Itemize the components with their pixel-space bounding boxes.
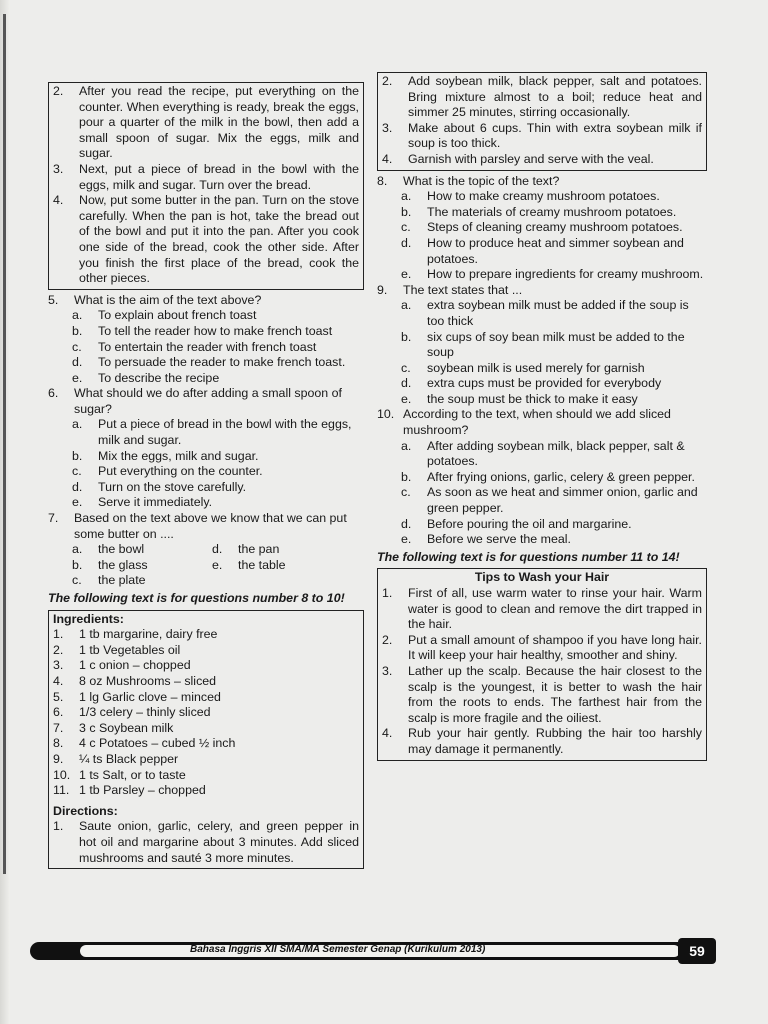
answer-option: e. How to prepare ingredients for creamy mushroom.	[401, 267, 704, 282]
section-note: The following text is for questions number 11 to 14!	[377, 549, 680, 564]
directions-heading: Directions:	[53, 803, 118, 818]
recipe-steps-box	[377, 72, 707, 171]
answer-option: e. the soup must be thick to make it easy	[401, 391, 638, 406]
direction-item: 1. Saute onion, garlic, celery, and green pepper in hot oil and margarine about 3 minutes. Add sliced mushrooms and sauté 3 more minutes.	[53, 819, 359, 865]
ingredient-item: 6. 1/3 celery – thinly sliced	[53, 705, 211, 720]
answer-option: e. Before we serve the meal.	[401, 532, 571, 547]
question-7: 7. Based on the text above we know that we can put some butter on ....	[48, 511, 347, 541]
answer-option: b. To tell the reader how to make french toast	[72, 323, 333, 338]
ingredient-item: 2. 1 tb Vegetables oil	[53, 642, 181, 657]
answer-option: d. the pan	[212, 542, 280, 557]
answer-option: a. the bowl	[72, 542, 145, 557]
answer-option: a. After adding soybean milk, black pepper, salt & potatoes.	[401, 438, 685, 469]
section-note: The following text is for questions number 8 to 10!	[48, 591, 345, 605]
ingredients-heading: Ingredients:	[53, 611, 124, 626]
ingredient-item: 4. 8 oz Mushrooms – sliced	[53, 673, 217, 688]
ingredient-item: 11. 1 tb Parsley – chopped	[53, 783, 206, 798]
step-item: 3. Make about 6 cups. Thin with extra soybean milk if soup is too thick.	[382, 120, 702, 151]
question-10: 10. According to the text, when should we add sliced mushroom?	[377, 407, 671, 438]
answer-option: d. Turn on the stove carefully.	[72, 479, 247, 494]
step-item: 3. Next, put a piece of bread in the bowl with the eggs, milk and sugar. Turn over the bread.	[53, 161, 359, 192]
answer-option: c. To entertain the reader with french toast	[72, 339, 317, 354]
answer-option: c. the plate	[72, 573, 146, 588]
left-column	[48, 82, 364, 869]
step-item: 2. Add soybean milk, black pepper, salt and potatoes. Bring mixture almost to a boil; reduce heat and simmer 25 minutes, stirring occasionally.	[382, 74, 702, 120]
tip-item: 1. First of all, use warm water to rinse your hair. Warm water is good to clean and remove the dirt trapped in the hair.	[382, 586, 702, 632]
answer-option: b. the glass	[72, 557, 148, 572]
answer-option: d. Before pouring the oil and margarine.	[401, 516, 632, 531]
answer-option: a. How to make creamy mushroom potatoes.	[401, 189, 660, 204]
answer-option: b. After frying onions, garlic, celery & green pepper.	[401, 469, 695, 484]
answer-option: d. extra cups must be provided for everybody	[401, 376, 662, 391]
answer-option: c. As soon as we heat and simmer onion, garlic and green pepper.	[401, 485, 698, 516]
answer-option: c. Put everything on the counter.	[72, 464, 263, 479]
answer-option: c. soybean milk is used merely for garnish	[401, 360, 645, 375]
ingredient-item: 3. 1 c onion – chopped	[53, 658, 191, 673]
answer-option: e. To describe the recipe	[72, 370, 220, 385]
ingredient-item: 1. 1 tb margarine, dairy free	[53, 627, 218, 642]
answer-row	[48, 558, 364, 574]
french-toast-steps-box	[48, 82, 364, 290]
answer-option: b. six cups of soy bean milk must be added to the soup	[401, 329, 685, 360]
page-footer	[30, 936, 716, 966]
answer-option: c. Steps of cleaning creamy mushroom potatoes.	[401, 220, 683, 235]
question-8: 8. What is the topic of the text?	[377, 173, 560, 188]
answer-row	[48, 542, 364, 558]
ingredient-item: 5. 1 lg Garlic clove – minced	[53, 689, 221, 704]
answer-option: d. To persuade the reader to make french toast.	[72, 355, 346, 370]
answer-option: b. The materials of creamy mushroom potatoes.	[401, 204, 677, 219]
answer-option: b. Mix the eggs, milk and sugar.	[72, 448, 259, 463]
question-6: 6. What should we do after adding a small spoon of sugar?	[48, 386, 342, 416]
ingredient-item: 10. 1 ts Salt, or to taste	[53, 767, 186, 782]
binding-line	[3, 14, 6, 874]
step-item: 4. Now, put some butter in the pan. Turn on the stove carefully. When the pan is hot, take the bread out of the bowl and put it into the pan. After you cook one side of the bread, cook the other side. After you finish the first place of the bread, cook the other pieces.	[53, 193, 359, 286]
answer-option: a. Put a piece of bread in the bowl with the eggs, milk and sugar.	[72, 417, 352, 448]
recipe-box	[48, 610, 364, 870]
answer-option: e. Serve it immediately.	[72, 495, 213, 510]
answer-option: a. extra soybean milk must be added if the soup is too thick	[401, 298, 689, 328]
tips-title: Tips to Wash your Hair	[474, 570, 610, 585]
question-9: 9. The text states that ...	[377, 282, 523, 297]
ingredient-item: 8. 4 c Potatoes – cubed ½ inch	[53, 736, 236, 751]
tip-item: 3. Lather up the scalp. Because the hair closest to the scalp is the youngest, it is better to wash the hair from the roots to ends. The farthest hair from the scalp is more fragile and the oiliest.	[382, 663, 702, 725]
ingredient-item: 9. ¼ ts Black pepper	[53, 751, 179, 766]
question-5: 5. What is the aim of the text above?	[48, 292, 262, 307]
answer-row	[48, 573, 364, 589]
step-item: 4. Garnish with parsley and serve with the veal.	[382, 151, 654, 166]
tip-item: 2. Put a small amount of shampoo if you have long hair. It will keep your hair healthy, smoother and shiny.	[382, 632, 702, 663]
footer-book-title: Bahasa Inggris XII SMA/MA Semester Genap (Kurikulum 2013)	[190, 944, 486, 955]
right-column	[377, 72, 707, 761]
book-binding-edge	[0, 0, 10, 1024]
answer-option: d. How to produce heat and simmer soybean and potatoes.	[401, 235, 684, 266]
step-item: 2. After you read the recipe, put everything on the counter. When everything is ready, break the eggs, pour a quarter of the milk in the bowl, then add a small spoon of sugar. Mix the eggs, milk and sugar.	[53, 84, 359, 161]
answer-option: e. the table	[212, 557, 286, 572]
hair-tips-box	[377, 568, 707, 760]
ingredient-item: 7. 3 c Soybean milk	[53, 720, 174, 735]
answer-option: a. To explain about french toast	[72, 308, 257, 323]
page-number: 59	[678, 938, 716, 964]
tip-item: 4. Rub your hair gently. Rubbing the hair too harshly may damage it permanently.	[382, 726, 702, 756]
